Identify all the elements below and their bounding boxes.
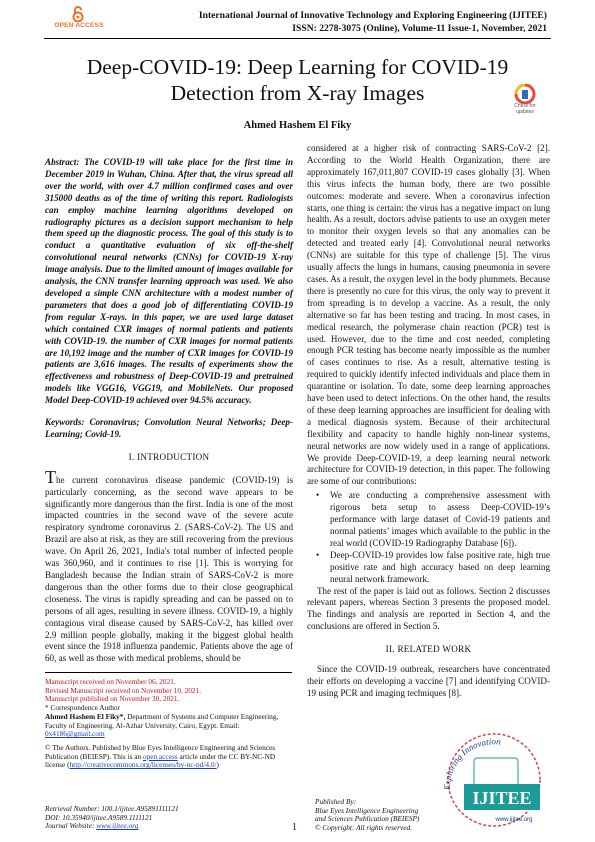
logo-url: www.ijitee.org	[495, 817, 533, 823]
logo-name: IJITEE	[472, 788, 532, 808]
footer-publisher	[315, 798, 419, 832]
website-link[interactable]: www.ijitee.org	[96, 821, 139, 831]
logo-arc-text: Exploring Innovation	[441, 736, 502, 791]
page-number: 1	[292, 822, 297, 833]
corresponding-author: Ahmed Hashem El Fiky*,	[45, 711, 126, 721]
license-url-link[interactable]: http://creativecommons.org/licenses/by-nc-nd/4.0/	[69, 760, 217, 770]
abstract-lead: Abstract	[45, 157, 77, 167]
journal-website	[45, 822, 179, 831]
notes-rule	[45, 672, 292, 673]
footer-retrieval	[45, 805, 179, 831]
intro-paragraph-continued: considered at a higher risk of contracting SARS-CoV-2 [2]. According to the World Health Organization, there are approximately 167,011,807 COVID-19 cases globally [3]. When this virus infects the human body, there are two possible outcomes: moderate and severe. When a coronavirus infection starts, one thing is certain: the virus has a negative impact on lung health. As a result, doctors advise patients to use an oxygen meter to monitor their oxygen levels so that any anomalies can be detected and treated early [4]. Convolutional neural networks (CNNs) are suitable for this type of challenge [5]. The virus usually affects the lungs in humans, causing pneumonia in severe cases. As a result, the oxygen level in the body plummets. Because there is presently no cure for this virus, the only way to prevent it from spreading is to develop a vaccine. As a result, the only alternative so far has been testing and tracing. In most cases, in medical research, the polymerase chain reaction (PCR) test is used. However, due to the time and cost needed, completing enough PCR testing has become nearly impossible as the number of cases continues to rise. As a result, alternative testing is required to quickly identify infected individuals and place them in quarantine or isolation. To date, some deep learning approaches have been used to detect infections. On the other hand, the results of these deep learning approaches are insufficient for dealing with a medical diagnosis system. Because of their architectural flexibility and capacity to handle highly non-linear systems, neural networks are now widely used in a range of applications. We provide Deep-COVID-19, a deep learning neural network architecture for COVID-19 detection, in this paper. The following are some of our contributions:	[307, 143, 550, 487]
copyright: © Copyright: All rights reserved.	[315, 822, 412, 832]
keywords: Keywords: Coronavirus; Convolution Neural Networks; Deep-Learning; Covid-19.	[45, 417, 293, 439]
license-text: © The Authors. Published by Blue Eyes Intelligence Engineering and Sciences Publication (BEIESP). This is an	[45, 742, 276, 761]
intro-paragraph	[45, 466, 293, 666]
published-date: Manuscript published on November 30, 2021.	[45, 694, 180, 704]
correspondence-note: * Correspondence Author	[45, 703, 120, 713]
related-work-paragraph: Since the COVID-19 outbreak, researchers have concentrated their efforts on developing a vaccine [7] and identifying COVID-19 using PCR and imaging techniques [8].	[307, 664, 550, 698]
license-note	[45, 744, 292, 770]
title-line-2: Detection from X-ray Images	[170, 81, 425, 105]
section-heading-related-work: II. RELATED WORK	[385, 644, 472, 655]
journal-header	[199, 10, 547, 35]
right-column	[307, 143, 550, 700]
license-text-mid: article under the CC BY-NC-ND license (	[45, 751, 276, 770]
list-item: • Deep-COVID-19 provides low false positive rate, high true positive rate and high accuracy based on deep learning neural network framework.	[307, 550, 550, 586]
intro-paragraph-text: he current coronavirus disease pandemic (COVID-19) is particularly concerning, as the second wave appears to be significantly more dangerous than the first. India is one of the most impacted countries in the second wave of the severe acute respiratory syndrome coronavirus 2. (SARS-CoV-2). The US and Brazil are also at risk, as they are still recovering from the previous wave. On April 26, 2021, India's total number of infected people was 360,960, and it continues to rise [1]. This is worrying for Bangladesh because the Indian strain of SARS-CoV-2 is more dangerous than the other forms due to their close geographical closeness. The virus is rapidly spreading and can be passed on to persons of all ages, resulting in severe illness. COVID-19, a highly contagious viral disease caused by SARS-CoV-2, has killed over 2.9 million people globally, making it the biggest global health event since the 1918 influenza pandemic. Patients above the age of 60, as well as those with medical problems, should be	[45, 474, 293, 664]
abstract: Abstract: The COVID-19 will take place for the first time in December 2019 in Wuhan, China. After that, the virus spread all over the world, with over 4.7 million confirmed cases and over 315000 deaths as of the time of writing this report. Radiologists can employ machine learning algorithms developed on radiography pictures as a decision support mechanism to help them speed up the diagnostic process. The goal of this study is to conduct a quantitative evaluation of six off-the-shelf convolutional neural networks (CNNs) for COVID-19 X-ray image analysis. Due to the limited amount of images available for analysis, the CNN transfer learning approach was used. We also developed a simple CNN architecture with a modest number of parameters that does a good job of differentiating COVID-19 from regular X-rays. in this paper, we are used large dataset which contained CXR images of normal patients and patients with COVID-19. the number of CXR images for normal patients are 10,192 image and the number of CXR images for COVID-19 patients are 3,616 images. The results of experiments show the effectiveness and robustness of Deep-COVID-19 and pretrained models like VGG16, VGG19, and MobileNets. Our proposed Model Deep-COVID-19 achieved over 94.5% accuracy.	[45, 157, 293, 406]
paper-title	[40, 54, 555, 106]
affiliation-text: Department of Systems and Computer Engineering, Faculty of Engineering, Al-Azhar University, Cairo, Egypt.	[45, 711, 279, 730]
received-date: Manuscript received on November 06, 2021.	[45, 677, 176, 686]
left-column	[45, 157, 293, 665]
section-heading-introduction: I. INTRODUCTION	[128, 451, 210, 462]
title-line-1: Deep-COVID-19: Deep Learning for COVID-19	[86, 55, 509, 79]
keywords-text: Coronavirus; Convolution Neural Networks; Deep-Learning; Covid-19.	[45, 417, 293, 439]
author-name: Ahmed Hashem El Fiky	[243, 120, 352, 131]
open-access-label: OPEN ACCESS	[54, 22, 104, 29]
retrieval-number: Retrieval Number: 100.1/ijitee.A95891111121	[45, 804, 179, 813]
ijitee-logo	[432, 718, 552, 828]
author-affiliation	[45, 713, 292, 739]
license-text-end: )	[216, 760, 219, 770]
check-updates-icon	[510, 84, 540, 104]
email-link[interactable]: 0x4186@gmail.com	[45, 729, 105, 739]
manuscript-notes	[45, 672, 292, 770]
publisher-line-1: Blue Eyes Intelligence Engineering	[315, 805, 419, 815]
keywords-lead: Keywords	[45, 417, 82, 428]
email-label: Email:	[219, 720, 240, 730]
open-access-logo	[44, 6, 114, 36]
open-lock-icon	[71, 6, 85, 22]
contribution-list	[307, 490, 550, 585]
check-for-updates-badge[interactable]	[510, 84, 540, 118]
publisher-line-2: and Sciences Publication (BEIESP)	[315, 814, 420, 824]
list-item: • We are conducting a comprehensive assessment with rigorous beta setup to assess Deep-COVID-19’s performance with large dataset of Covid-19 patients and normal patients’ images which available to the public in the real world (COVID-19 Radiography Database [6]).	[307, 490, 550, 550]
doi: DOI: 10.35940/ijitee.A9589.1111121	[45, 812, 153, 822]
abstract-text: The COVID-19 will take place for the first time in December 2019 in Wuhan, China. After that, the virus spread all over the world, with over 4.7 million confirmed cases and over 315000 deaths as of the time of writing this report. Radiologists can employ machine learning algorithms developed on radiography pictures as a decision support mechanism to help them speed up the diagnostic process. The goal of this study is to conduct a quantitative evaluation of six off-the-shelf convolutional neural networks (CNNs) for COVID-19 X-ray image analysis. Due to the limited amount of images available for analysis, the CNN transfer learning approach was used. We also developed a simple CNN architecture with a modest number of parameters that does a good job of differentiating COVID-19 from regular X-rays. in this paper, we are used large dataset which contained CXR images of normal patients and patients with COVID-19. the number of CXR images for normal patients are 10,192 image and the number of CXR images for COVID-19 patients are 3,616 images. The results of experiments show the effectiveness and robustness of Deep-COVID-19 and pretrained models like VGG16, VGG19, and MobileNets. Our proposed Model Deep-COVID-19 achieved over 94.5% accuracy.	[45, 157, 293, 406]
published-by: Published By:	[315, 797, 357, 806]
outline-paragraph: The rest of the paper is laid out as follows. Section 2 discusses relevant papers, whereas Section 3 presents the proposed model. The findings and analysis are reported in Section 4, and the conclusions are offered in Section 5.	[307, 585, 550, 632]
check-updates-label: Check for updates	[514, 103, 536, 115]
revised-date: Revised Manuscript received on November 10, 2021.	[45, 685, 202, 695]
website-label: Journal Website:	[45, 821, 95, 831]
journal-issn: ISSN: 2278-3075 (Online), Volume-11 Issue-1, November, 2021	[292, 22, 547, 34]
open-access-link[interactable]: open access	[142, 751, 178, 761]
journal-name: International Journal of Innovative Technology and Exploring Engineering (IJITEE)	[198, 10, 547, 21]
header-rule	[44, 38, 551, 39]
drop-cap: T	[45, 466, 56, 487]
